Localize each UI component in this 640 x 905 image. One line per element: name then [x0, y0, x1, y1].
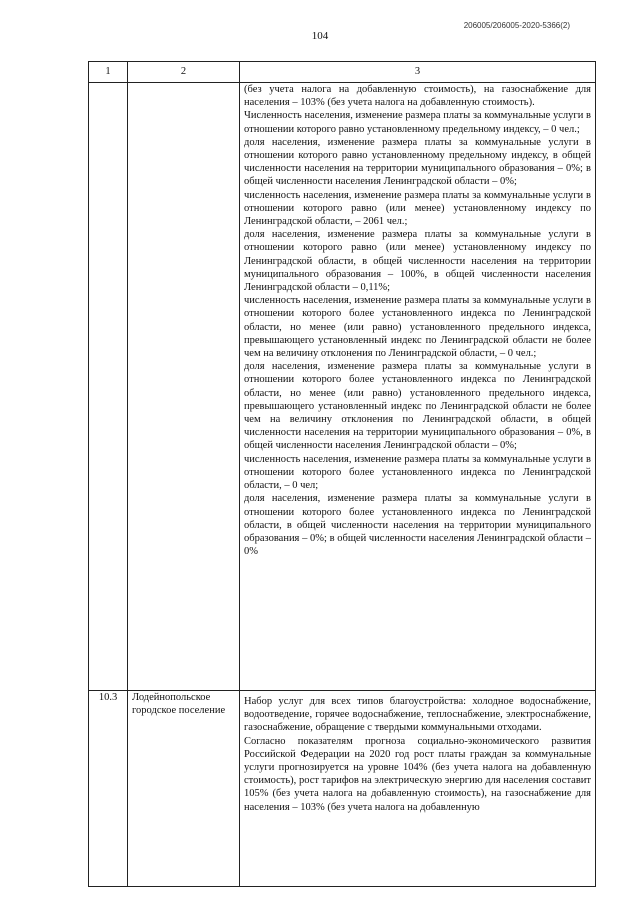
- row-name: Лодейнопольское городское поселение: [128, 691, 240, 887]
- column-header-2: 2: [128, 62, 240, 83]
- paragraph: доля населения, изменение размера платы за коммунальные услуги в отношении которого более установленного индекса по Ленинградской области, но менее (или равно) установленного предельного индекса, превышающего установленный индекс по Ленинградской области не более чем на величину отклонения по Ленинградской области, в общей численности населения на территории муниципального образования – 0%, в общей численности населения Ленинградской области – 0%;: [244, 361, 591, 452]
- column-header-3: 3: [240, 62, 596, 83]
- paragraph: Набор услуг для всех типов благоустройства: холодное водоснабжение, водоотведение, горячее водоснабжение, теплоснабжение, электроснабжение, газоснабжение, обращение с твердыми коммунальными отходами.: [244, 696, 591, 734]
- page-number: 104: [311, 30, 329, 42]
- table-row: [89, 83, 596, 691]
- paragraph: доля населения, изменение размера платы за коммунальные услуги в отношении которого более установленного индекса по Ленинградской области, в общей численности населения на территории муниципального образования – 0%; в общей численности населения Ленинградской области – 0%: [244, 493, 591, 558]
- table-header-row: [89, 62, 596, 83]
- row-name: [128, 83, 240, 691]
- paragraph: (без учета налога на добавленную стоимость), на газоснабжение для населения – 103% (без учета налога на добавленную стоимость).: [244, 84, 591, 109]
- row-number: 10.3: [89, 691, 128, 887]
- paragraph: доля населения, изменение размера платы за коммунальные услуги в отношении которого равно (или менее) установленному индексу по Ленинградской области, в общей численности населения на территории муниципального образования – 100%, в общей численности населения Ленинградской области – 0,11%;: [244, 229, 591, 294]
- data-table: [88, 61, 596, 887]
- row-description: [240, 83, 596, 691]
- paragraph: Численность населения, изменение размера платы за коммунальные услуги в отношении которого равно установленному предельному индексу, – 0 чел.;: [244, 110, 591, 135]
- row-number: [89, 83, 128, 691]
- paragraph: численность населения, изменение размера платы за коммунальные услуги в отношении которого более установленного индекса по Ленинградской области, но менее (или равно) установленного предельного индекса, превышающего установленный индекс по Ленинградской области не более чем на величину отклонения по Ленинградской области, – 0 чел.;: [244, 295, 591, 360]
- column-header-1: 1: [89, 62, 128, 83]
- paragraph: численность населения, изменение размера платы за коммунальные услуги в отношении которого более установленного индекса по Ленинградской области, – 0 чел;: [244, 453, 591, 492]
- table-row: [89, 691, 596, 887]
- paragraph: доля населения, изменение размера платы за коммунальные услуги в отношении которого равно установленному предельному индексу, в общей численности населения на территории муниципального образования – 0%; в общей численности населения Ленинградской области – 0%;: [244, 136, 591, 188]
- paragraph: численность населения, изменение размера платы за коммунальные услуги в отношении которого равно (или менее) установленному индексу по Ленинградской области, – 2061 чел.;: [244, 189, 591, 228]
- paragraph: Согласно показателям прогноза социально-экономического развития Российской Федерации на 2020 год рост платы граждан за коммунальные услуги прогнозируется на уровне 104% (без учета налога на добавленную стоимость), рост тарифов на электрическую энергию для населения составит 105% (без учета налога на добавленную стоимость), на газоснабжение для населения – 103% (без учета налога на добавленную: [244, 735, 591, 813]
- row-description: [240, 691, 596, 887]
- document-number: 206005/206005-2020-5366(2): [463, 21, 570, 30]
